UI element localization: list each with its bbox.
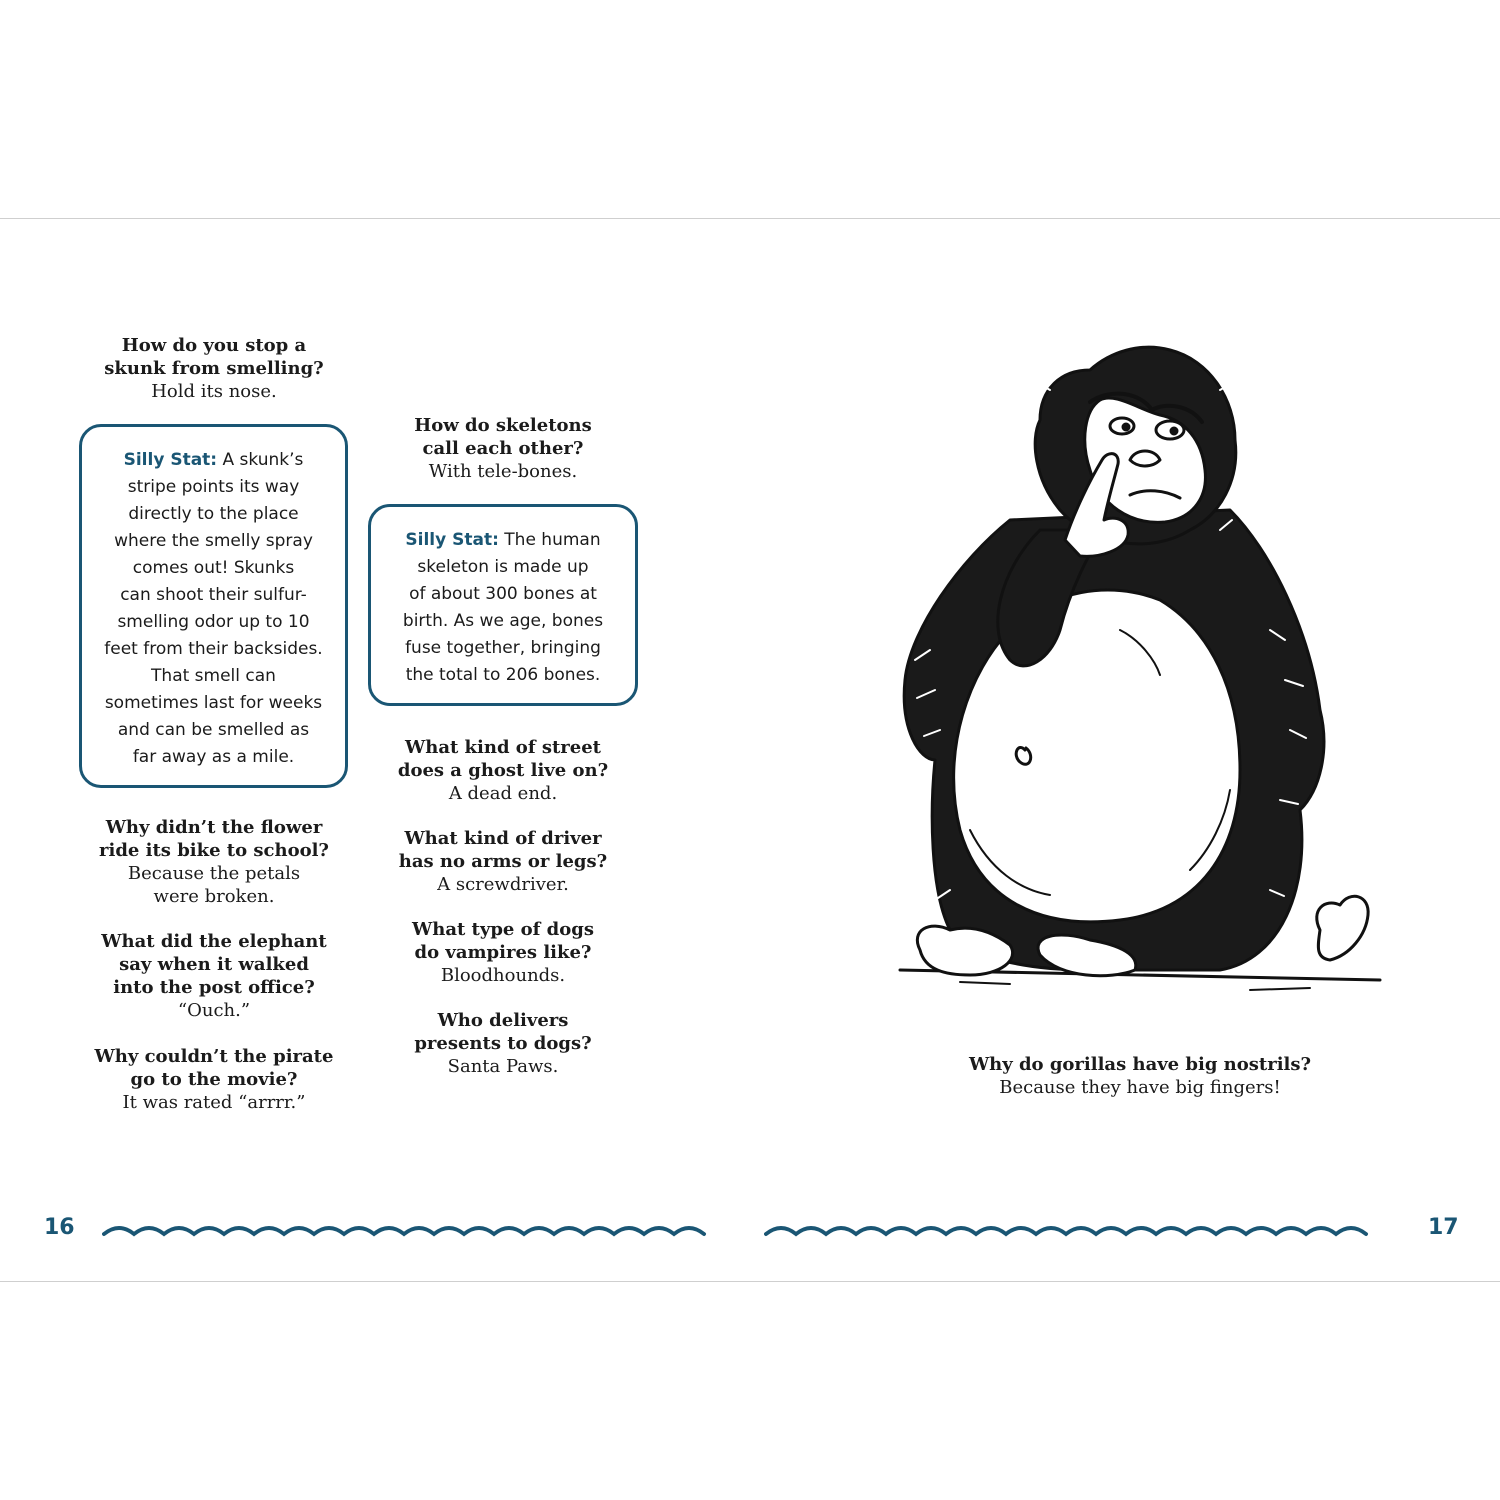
silly-stat-text: A skunk’s stripe points its way directly to the place where the smelly spray comes out! Skunks can shoot their sulfur- smelling odor up to 10 feet from their backsides. That smell can sometimes last for weeks and can be smelled as far away as a mile.: [104, 450, 323, 767]
joke-answer: “Ouch.”: [177, 1000, 251, 1021]
joke-answer: Hold its nose.: [151, 381, 277, 402]
page-number-right: 17: [1428, 1215, 1459, 1240]
joke-question: Why couldn’t the pirate go to the movie?: [94, 1046, 334, 1090]
joke-flower: [84, 816, 344, 908]
joke-answer: Bloodhounds.: [440, 965, 566, 986]
silly-stat-skeleton: [368, 504, 638, 706]
joke-question: Why didn’t the flower ride its bike to school?: [99, 817, 329, 861]
silly-stat-text: The human skeleton is made up of about 300 bones at birth. As we age, bones fuse together, bringing the total to 206 bones.: [402, 530, 604, 685]
joke-question: How do you stop a skunk from smelling?: [104, 335, 324, 379]
silly-stat-label: Silly Stat:: [405, 530, 499, 550]
joke-question: How do skeletons call each other?: [414, 415, 592, 459]
joke-skeletons: [372, 414, 634, 483]
joke-santa-paws: [372, 1009, 634, 1078]
joke-answer: Because the petals were broken.: [127, 863, 301, 907]
wavy-divider-right: [764, 1218, 1396, 1242]
silly-stat-label: Silly Stat:: [123, 450, 218, 470]
joke-vampires: [372, 918, 634, 987]
joke-pirate: [84, 1045, 344, 1114]
joke-answer: With tele-bones.: [428, 461, 578, 482]
caption-question: Why do gorillas have big nostrils?: [968, 1054, 1312, 1075]
joke-ghost: [372, 736, 634, 805]
joke-question: What kind of street does a ghost live on?: [397, 737, 609, 781]
wavy-divider-left: [102, 1218, 734, 1242]
page-number-left: 16: [44, 1215, 75, 1240]
joke-answer: Santa Paws.: [447, 1056, 559, 1077]
caption-answer: Because they have big fingers!: [999, 1077, 1281, 1098]
joke-question: What did the elephant say when it walked into the post office?: [101, 931, 327, 998]
gorilla-caption: [940, 1053, 1340, 1099]
joke-answer: A dead end.: [448, 783, 558, 804]
joke-question: Who delivers presents to dogs?: [414, 1010, 592, 1054]
joke-driver: [372, 827, 634, 896]
joke-elephant: [84, 930, 344, 1022]
joke-answer: It was rated “arrrr.”: [122, 1092, 306, 1113]
joke-question: What kind of driver has no arms or legs?: [398, 828, 608, 872]
joke-answer: A screwdriver.: [437, 874, 569, 895]
silly-stat-skunk: [79, 424, 348, 788]
gorilla-illustration: [890, 330, 1390, 1010]
joke-skunk: [84, 334, 344, 403]
joke-question: What type of dogs do vampires like?: [412, 919, 594, 963]
